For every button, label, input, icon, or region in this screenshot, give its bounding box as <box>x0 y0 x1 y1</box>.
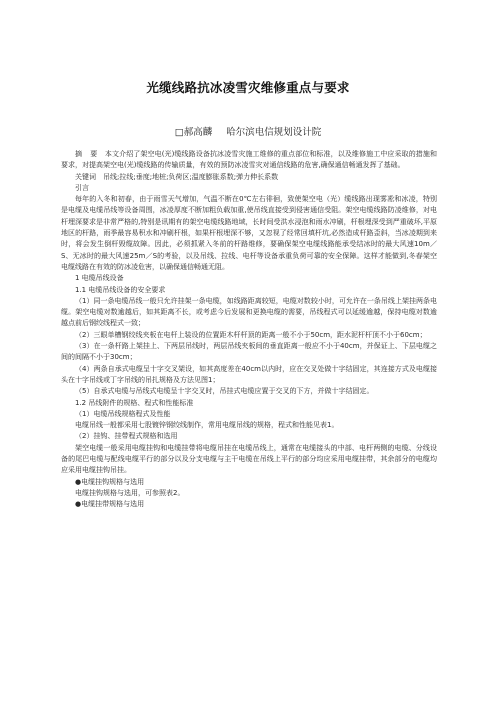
keywords-paragraph <box>61 172 437 183</box>
section-heading: 1 电缆吊线设备 <box>75 274 124 283</box>
body-paragraph: （4）两条自承式电缆呈十字交叉架设，如其高度差在40cm以内时，应在交叉处做十字结固定，其连接方式及电缆接头在十字吊线或丁字吊线的吊扎规格及方法见图1； <box>61 364 437 384</box>
body-paragraph: 架空电缆一般采用电缆挂钩和电缆挂带将电缆吊挂在电缆吊线上，通常在电缆接头的中部、电杆两侧的电缆、分线设备的尾巴电缆与配线电缆平行的部分以及分支电缆与主干电缆在吊线上平行的部分均应采用电缆挂带，其余部分的电缆均应采用电缆挂钩吊挂。 <box>61 443 437 475</box>
body-paragraph: 电缆挂钩规格与选用，可参照表2。 <box>75 488 185 497</box>
section-heading: 1.2 吊线附件的规格、程式和性能标准 <box>75 398 194 407</box>
author-name: □郝高麟 <box>174 127 213 138</box>
bullet-item: ●电缆挂钩规格与选用 <box>75 477 145 486</box>
author-affiliation: 哈尔滨电信规划设计院 <box>226 127 322 138</box>
body-paragraph: （1）电缆吊线规格程式及性能 <box>75 409 171 418</box>
abstract-text: 本文介绍了架空电(光)缆线路设备抗冰凌雪灾施工维修的重点部位和标准，以及维修施工中应采取的措施和要求，对提高架空电(光)缆线路的传输质量，有效的预防冰凌雪灾对通信线路的危害,确保通信畅通发挥了基础。 <box>61 150 438 170</box>
author-line <box>0 124 496 138</box>
body-paragraph: （1）同一条电缆吊线一般只允许挂架一条电缆，如线路距离较短，电缆对数较小时，可允许在一条吊线上架挂两条电缆。架空电缆对数逾越后，如其距离不长，或考虑今后发展和更换电缆的需要，吊线程式可以延缓逾越，保持电缆对数逾越点前后钢绞线程式一致； <box>61 296 437 328</box>
abstract-paragraph <box>61 149 437 172</box>
intro-paragraph: 每年的入冬和初春，由于雨雪天气增加，气温不断在0℃左右徘徊，致使架空电（光）缆线路出现雾凇和冰凌，特别是电缆及电缆吊线等设备周围，冰凌厚度不断加粗负载加重,使吊线直接受到侵害通信受阻。架空电缆线路防凌维修，对电杆埋深要求是非常严格的,特别是讯期有的架空电缆线路地域，长时间受洪水浸泡和雨水冲刷，杆根埋深受到严重破坏,平原地区的杆路，雨季最容易积水和冲刷杆根，如果杆根埋深不够，又忽视了经常回填杆坑,必然造成杆路歪斜，当冰凌期到来时，将会发生倒杆毁缆故障。因此，必须抓紧入冬前的杆路维修，要确保架空电缆线路能承受结冰时的最大风速10m／S、无冰时的最大风速25m／S的考验，以及吊线、拉线、电杆等设备承重负荷可靠的安全保障。这样才能做到,冬春架空电缆线路在有效的防冰凌危害，以确保通信畅通无阻。 <box>61 195 437 271</box>
body-paragraph: （2）三眼单槽钢绞线夹板在电杆上装设的位置距木杆杆顶的距离一般不小于50cm，距水泥杆杆顶不小于60cm； <box>75 330 427 339</box>
body-paragraph: 电缆吊线一般都采用七股镀锌钢绞线制作，常用电缆吊线的规格，程式和性能见表1。 <box>75 421 339 430</box>
keywords-text: 吊线;拉线;垂度;地桩;负荷区;温度膨胀系数;弹力伸长系数 <box>103 172 279 181</box>
abstract-label: 摘 要 <box>75 150 98 158</box>
document-body <box>61 149 437 511</box>
body-paragraph: （5）自承式电缆与吊线式电缆呈十字交叉时，吊挂式电缆应置于交叉的下方，并做十字结固定。 <box>75 387 374 396</box>
body-paragraph: （3）在一条杆路上架挂上、下两层吊线时，两层吊线夹板间的垂直距离一般应不小于40cm，并保证上、下层电缆之间的间隔不小于30cm； <box>61 342 437 362</box>
section-heading: 1.1 电缆吊线设备的安全要求 <box>75 285 166 294</box>
keywords-label: 关键词 <box>75 172 96 181</box>
intro-heading: 引言 <box>75 183 89 192</box>
bullet-item: ●电缆挂带规格与选用 <box>75 500 145 509</box>
document-title: 光缆线路抗冰凌雪灾维修重点与要求 <box>146 80 350 95</box>
body-paragraph: （2）挂钩、挂带程式规格和选用 <box>75 432 178 441</box>
